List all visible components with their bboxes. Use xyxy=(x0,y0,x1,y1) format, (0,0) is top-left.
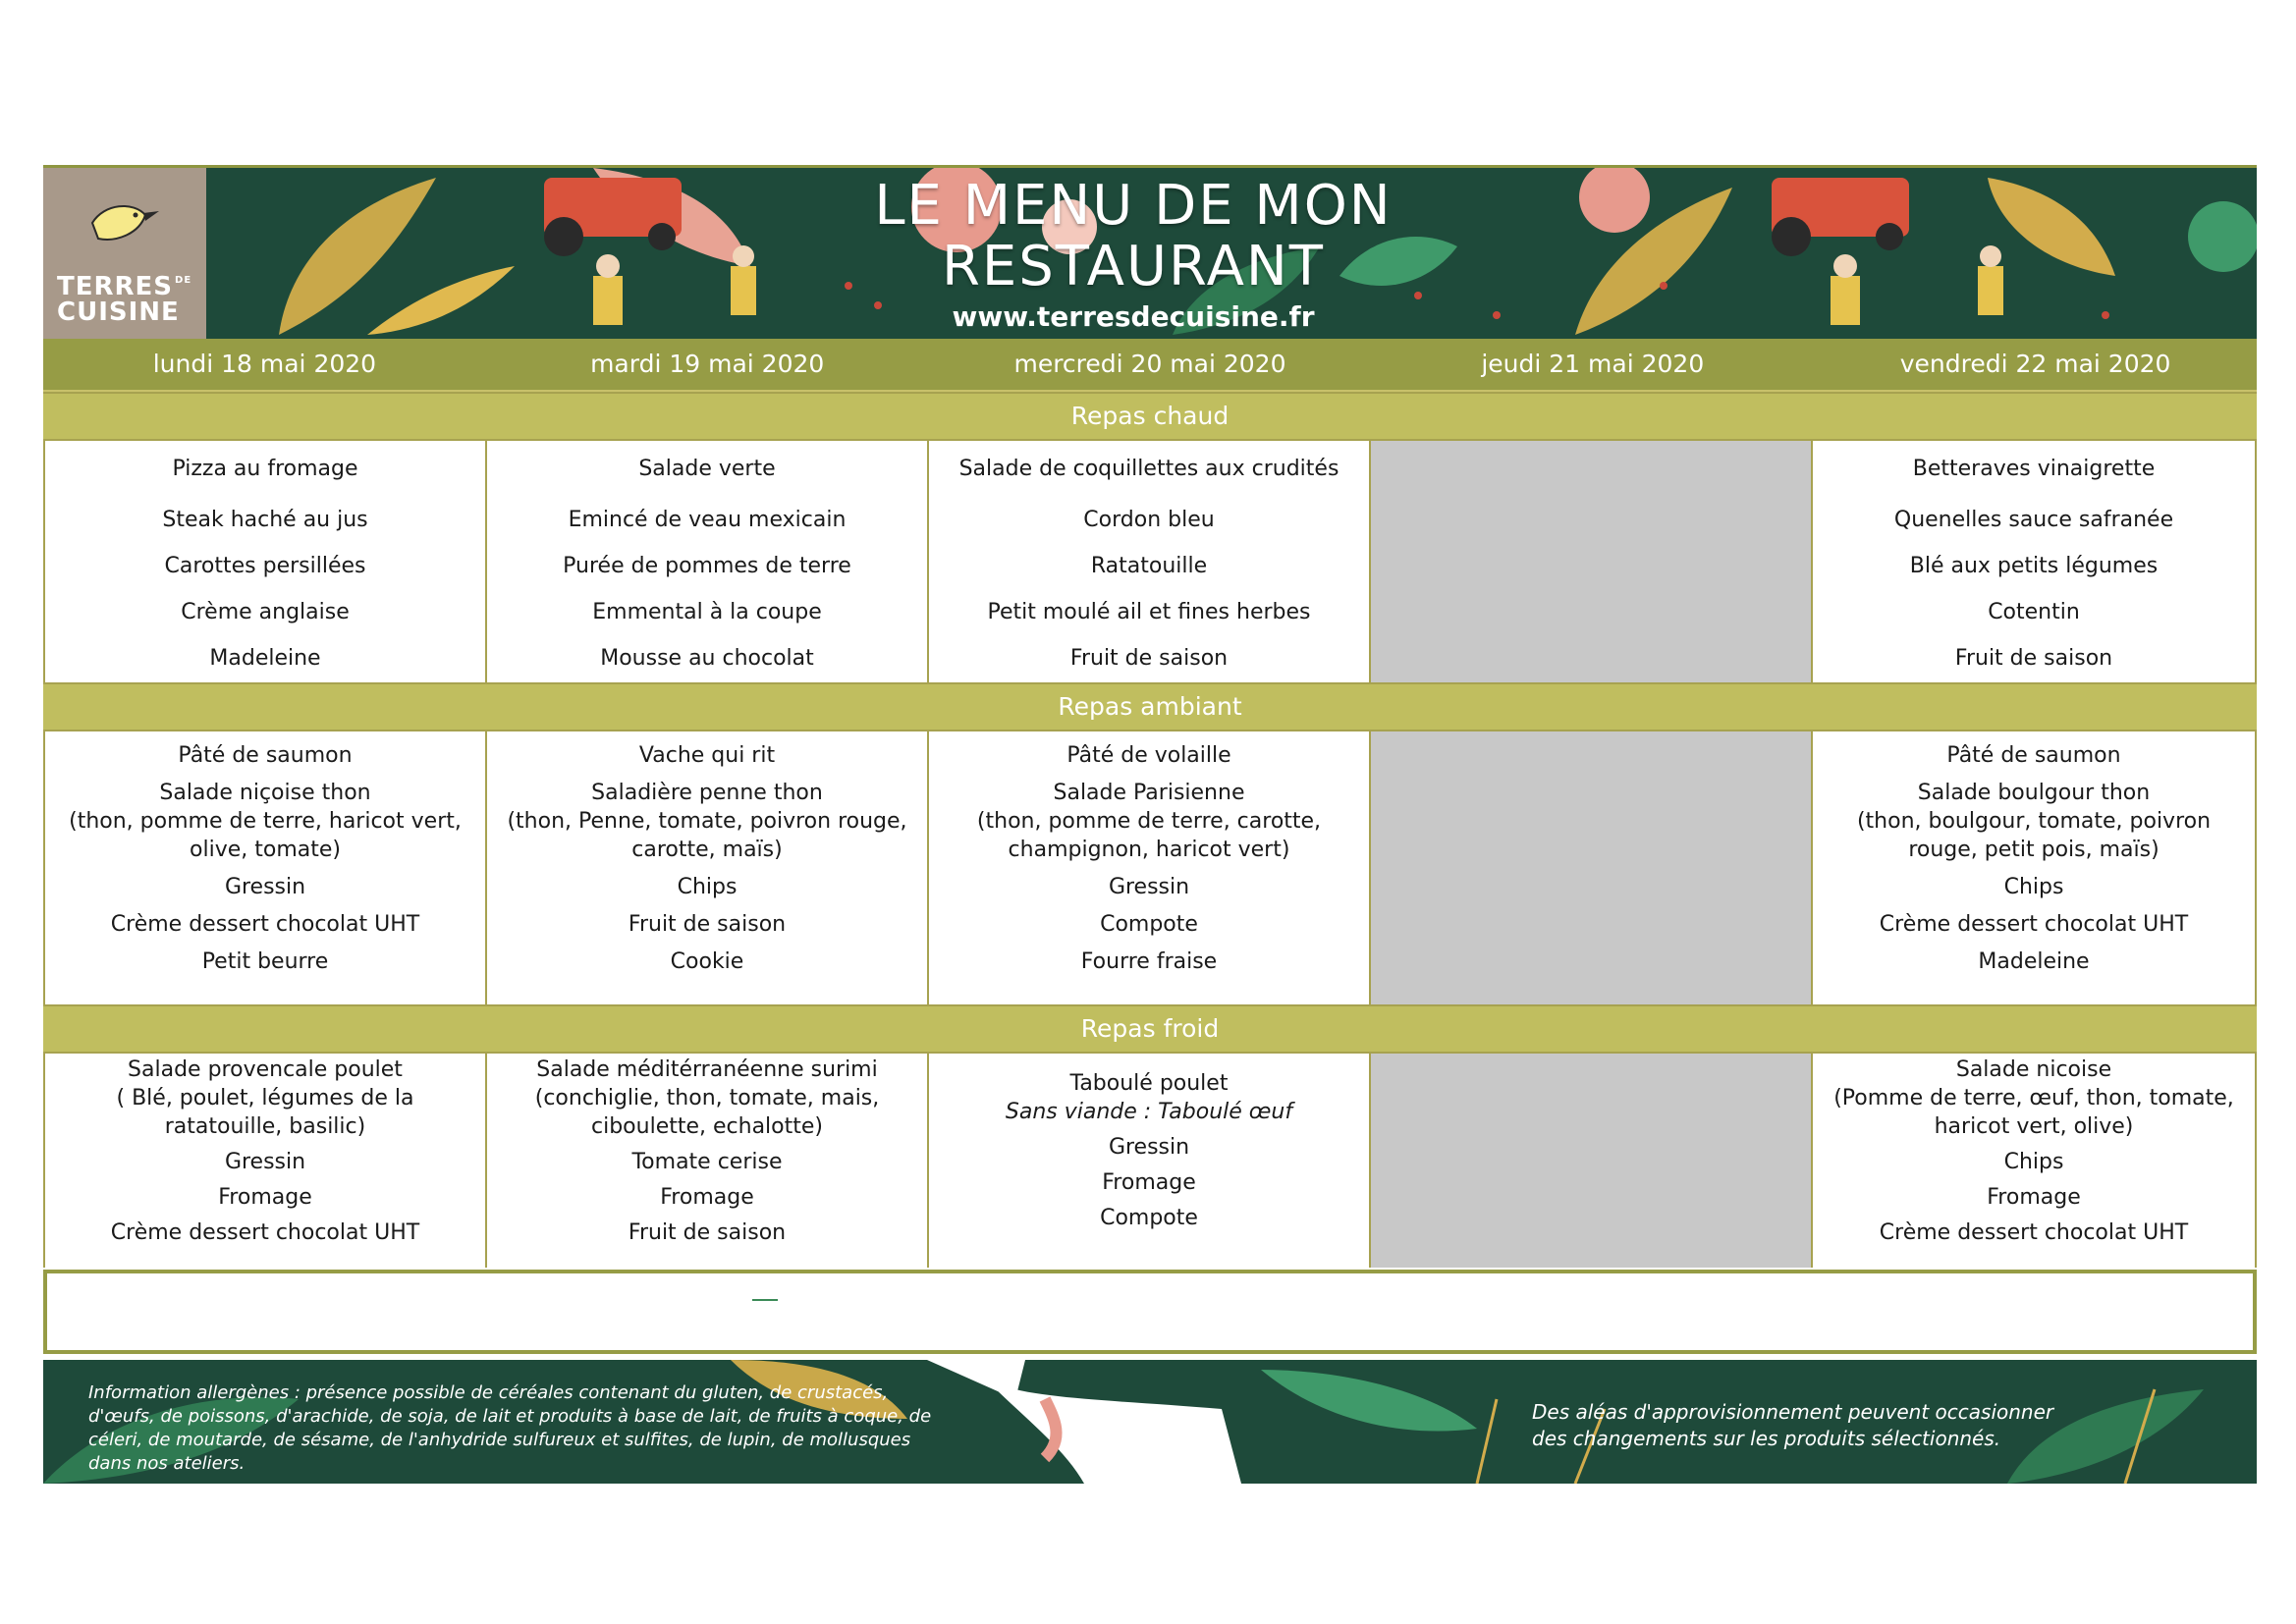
menu-item: Fromage xyxy=(218,1185,312,1210)
menu-item: Crème dessert chocolat UHT xyxy=(1879,912,2189,937)
menu-item: Crème dessert chocolat UHT xyxy=(110,1220,420,1245)
menu-item: Petit beurre xyxy=(201,949,329,974)
menu-cell xyxy=(929,1054,1371,1268)
menu-sheet xyxy=(43,165,2257,1484)
menu-item: Pizza au fromage xyxy=(172,457,358,481)
dish-name: Salade méditérranéenne surimi xyxy=(536,1057,878,1082)
dish-detail: ( Blé, poulet, légumes de la ratatouille, basilic) xyxy=(116,1086,414,1139)
menu-item: Vache qui rit xyxy=(638,743,776,768)
website-url[interactable]: www.terresdecuisine.fr xyxy=(952,300,1315,333)
day-header: jeudi 21 mai 2020 xyxy=(1481,350,1705,378)
section-header-ambiant: Repas ambiant xyxy=(43,682,2257,731)
menu-item: Petit moulé ail et fines herbes xyxy=(987,600,1311,624)
day-header-row xyxy=(43,339,2257,392)
brand-superscript: DE xyxy=(175,275,192,286)
menu-item: Quenelles sauce safranée xyxy=(1893,508,2174,532)
menu-item: Fromage xyxy=(660,1185,754,1210)
menu-cell xyxy=(929,731,1371,1004)
dish-name: Salade provencale poulet xyxy=(128,1057,403,1082)
menu-item: Tomate cerise xyxy=(631,1150,783,1174)
menu-item: Gressin xyxy=(1108,875,1190,899)
section-header-froid: Repas froid xyxy=(43,1004,2257,1054)
dish-name: Salade boulgour thon xyxy=(1917,781,2151,805)
menu-item: Compote xyxy=(1100,1206,1198,1230)
menu-item: Madeleine xyxy=(209,646,321,671)
menu-item: Mousse au chocolat xyxy=(600,646,814,671)
supply-notice: Des aléas d'approvisionnement peuvent occasionner des changements sur les produits sélectionnés. xyxy=(1532,1400,2054,1450)
day-header: lundi 18 mai 2020 xyxy=(152,350,377,378)
title-line-2: RESTAURANT xyxy=(941,235,1326,298)
menu-cell xyxy=(1813,1054,2255,1268)
menu-cell xyxy=(45,1054,487,1268)
dish-detail: (Pomme de terre, œuf, thon, tomate, haricot vert, olive) xyxy=(1833,1086,2234,1139)
dish-name: Salade niçoise thon xyxy=(159,781,371,805)
section-header-chaud: Repas chaud xyxy=(43,392,2257,441)
menu-item: Steak haché au jus xyxy=(162,508,368,532)
menu-item: Fromage xyxy=(1987,1185,2081,1210)
menu-item: Pâté de volaille xyxy=(1066,743,1231,768)
menu-item: Gressin xyxy=(1108,1135,1190,1160)
menu-item xyxy=(55,1056,475,1141)
notes-box xyxy=(43,1270,2257,1354)
menu-item: Crème dessert chocolat UHT xyxy=(110,912,420,937)
menu-item xyxy=(1815,1056,2253,1141)
dish-detail: (conchiglie, thon, tomate, mais, ciboulette, echalotte) xyxy=(534,1086,880,1139)
divider-mark xyxy=(752,1299,778,1301)
menu-item: Crème anglaise xyxy=(181,600,350,624)
allergen-notice: Information allergènes : présence possible de céréales contenant du gluten, de crustacés, d'œufs, de poissons, d'arachide, de soja, de lait et produits à base de lait, de fruits à coque, de céleri, de moutarde, de sésame, de l'anhydride sulfureux et sulfites, de lupin, de mollusques dans nos ateliers. xyxy=(88,1382,932,1474)
menu-item: Fruit de saison xyxy=(628,1220,787,1245)
header-banner xyxy=(43,165,2257,339)
dish-name: Salade nicoise xyxy=(1955,1057,2112,1082)
brand-line-2: CUISINE xyxy=(57,298,180,327)
menu-item: Cookie xyxy=(670,949,744,974)
menu-item: Blé aux petits légumes xyxy=(1909,554,2159,578)
menu-cell xyxy=(487,1054,929,1268)
menu-item: Emincé de veau mexicain xyxy=(568,508,847,532)
menu-item: Purée de pommes de terre xyxy=(563,554,851,578)
menu-item: Ratatouille xyxy=(1090,554,1208,578)
menu-item: Chips xyxy=(2003,1150,2064,1174)
menu-cell xyxy=(1813,731,2255,1004)
menu-item xyxy=(939,779,1359,864)
menu-cell xyxy=(45,731,487,1004)
menu-item: Cordon bleu xyxy=(1083,508,1215,532)
menu-item: Chips xyxy=(677,875,738,899)
dish-detail: (thon, pomme de terre, carotte, champignon, haricot vert) xyxy=(976,809,1322,862)
title-line-1: LE MENU DE MON xyxy=(874,174,1393,238)
menu-cell xyxy=(45,441,487,682)
menu-item: Pâté de saumon xyxy=(178,743,353,768)
section-chaud-grid xyxy=(43,441,2257,682)
menu-item: Gressin xyxy=(224,1150,306,1174)
menu-cell xyxy=(487,441,929,682)
menu-item xyxy=(497,779,917,864)
menu-item: Emmental à la coupe xyxy=(592,600,822,624)
day-header: mardi 19 mai 2020 xyxy=(590,350,825,378)
empty-cell xyxy=(1371,731,1813,1004)
section-ambiant-grid xyxy=(43,731,2257,1004)
menu-item: Chips xyxy=(2003,875,2064,899)
menu-item: Betteraves vinaigrette xyxy=(1912,457,2156,481)
menu-item: Carottes persillées xyxy=(164,554,366,578)
menu-item: Gressin xyxy=(224,875,306,899)
menu-item: Fromage xyxy=(1102,1170,1196,1195)
menu-item xyxy=(55,779,475,864)
menu-item: Crème dessert chocolat UHT xyxy=(1879,1220,2189,1245)
menu-item: Pâté de saumon xyxy=(1946,743,2121,768)
menu-cell xyxy=(487,731,929,1004)
menu-item: Salade verte xyxy=(638,457,776,481)
dish-alternative: Sans viande : Taboulé œuf xyxy=(1005,1100,1293,1124)
menu-title xyxy=(790,176,1477,335)
dish-detail: (thon, pomme de terre, haricot vert, olive, tomate) xyxy=(69,809,462,862)
day-header: vendredi 22 mai 2020 xyxy=(1899,350,2171,378)
day-header: mercredi 20 mai 2020 xyxy=(1013,350,1286,378)
dish-detail: (thon, boulgour, tomate, poivron rouge, petit pois, maïs) xyxy=(1856,809,2212,862)
dish-name: Saladière penne thon xyxy=(591,781,823,805)
menu-cell xyxy=(929,441,1371,682)
menu-item: Fruit de saison xyxy=(1954,646,2113,671)
brand-line-1: TERRES xyxy=(57,272,174,301)
empty-cell xyxy=(1371,1054,1813,1268)
menu-item xyxy=(497,1056,917,1141)
menu-cell xyxy=(1813,441,2255,682)
menu-item xyxy=(1823,779,2245,864)
menu-item: Fruit de saison xyxy=(628,912,787,937)
dish-detail: (thon, Penne, tomate, poivron rouge, carotte, maïs) xyxy=(507,809,907,862)
menu-item: Madeleine xyxy=(1978,949,2090,974)
menu-item xyxy=(939,1056,1359,1126)
menu-item: Compote xyxy=(1100,912,1198,937)
bird-icon xyxy=(84,193,163,252)
dish-name: Taboulé poulet xyxy=(1069,1071,1229,1096)
empty-cell xyxy=(1371,441,1813,682)
menu-item: Salade de coquillettes aux crudités xyxy=(958,457,1339,481)
brand-logo xyxy=(43,168,206,339)
section-froid-grid xyxy=(43,1054,2257,1268)
menu-item: Fourre fraise xyxy=(1080,949,1218,974)
dish-name: Salade Parisienne xyxy=(1053,781,1245,805)
footer-banner xyxy=(43,1360,2257,1484)
menu-item: Fruit de saison xyxy=(1069,646,1229,671)
menu-item: Cotentin xyxy=(1988,600,2080,624)
